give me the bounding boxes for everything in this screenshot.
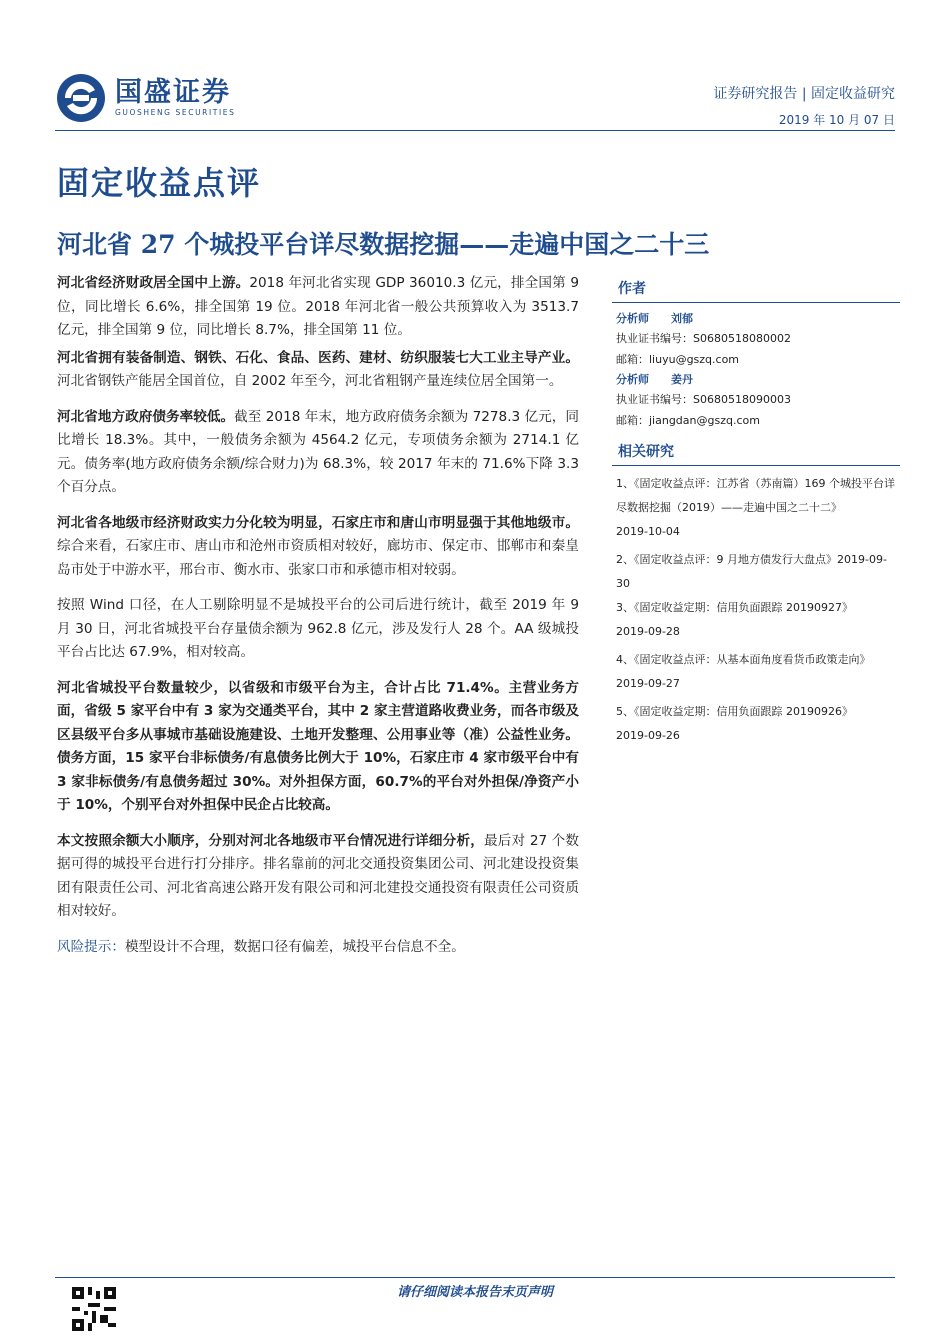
report-body [57,272,579,971]
author-heading: 作者 [612,276,900,303]
related-research-heading: 相关研究 [612,439,900,466]
analyst-name: 分析师 刘郁 [616,312,693,325]
analyst-cert: 执业证书编号：S0680518080002 [616,332,791,345]
body-paragraph: 河北省各地级市经济财政实力分化较为明显，石家庄市和唐山市明显强于其他地级市。综合来看，石家庄市、唐山市和沧州市资质相对较好，廊坊市、保定市、邯郸市和秦皇岛市处于中游水平，邢台市、衡水市、张家口市和承德市相对较弱。 [57,514,579,578]
body-paragraph: 河北省城投平台数量较少，以省级和市级平台为主，合计占比 71.4%。主营业务方面，省级 5 家平台中有 3 家为交通类平台，其中 2 家主营道路收费业务，而各市级及区县级平台多从事城市基础设施建设、土地开发整理、公用事业等（准）公益性业务。债务方面，15 家平台非标债务/有息债务比例大于 10%，石家庄市 4 家市级平台中有 3 家非标债务/有息债务超过 30%。对外担保方面，60.7%的平台对外担保/净资产小于 10%，个别平台对外担保中民企占比较高。 [57,679,579,813]
footer-divider [55,1277,895,1278]
body-paragraph: 河北省经济财政居全国中上游。2018 年河北省实现 GDP 36010.3 亿元，排全国第 9 位，同比增长 6.6%，排全国第 19 位。2018 年河北省一般公共预算收入为 3513.7 亿元，排全国第 9 位，同比增长 8.7%，排全国第 11 位。 [57,275,579,338]
brand-name-cn: 国盛证券 [115,77,231,108]
document-type: 固定收益点评 [57,164,262,202]
analyst-block [612,309,900,370]
body-paragraph: 本文按照余额大小顺序，分别对河北各地级市平台情况进行详细分析，最后对 27 个数据可得的城投平台进行打分排序。排名靠前的河北交通投资集团公司、河北建设投资集团有限责任公司、河北省高速公路开发有限公司和河北建投交通投资有限责任公司资质相对较好。 [57,832,579,919]
analyst-name: 分析师 姜丹 [616,373,693,386]
header-divider [55,130,895,131]
risk-warning [57,936,579,960]
related-research-item[interactable]: 4、《固定收益点评：从基本面角度看货币政策走向》 [616,653,871,666]
related-research-item[interactable]: 2、《固定收益点评：9 月地方债发行大盘点》2019-09-30 [616,553,887,590]
analyst-cert: 执业证书编号：S0680518090003 [616,393,791,406]
body-paragraph: 河北省拥有装备制造、钢铁、石化、食品、医药、建材、纺织服装七大工业主导产业。河北省钢铁产能居全国首位，自 2002 年至今，河北省粗钢产量连续位居全国第一。 [57,349,579,389]
sidebar [612,276,900,752]
related-research-item[interactable]: 3、《固定收益定期：信用负面跟踪 20190927》 [616,601,853,614]
document-title: 河北省 27 个城投平台详尽数据挖掘——走遍中国之二十三 [57,230,710,259]
related-research-date: 2019-10-04 [616,525,680,538]
risk-label: 风险提示： [57,938,125,955]
report-category: 证券研究报告 | 固定收益研究 [713,86,895,102]
related-research-item[interactable]: 5、《固定收益定期：信用负面跟踪 20190926》 [616,705,853,718]
brand-name-en: GUOSHENG SECURITIES [115,108,236,117]
report-meta [713,84,895,130]
related-research-item[interactable]: 1、《固定收益点评：江苏省（苏南篇）169 个城投平台详尽数据挖掘（2019）——走遍中国之二十二》 [616,477,895,514]
footer-disclaimer: 请仔细阅读本报告末页声明 [396,1285,553,1300]
body-paragraph: 河北省地方政府债务率较低。截至 2018 年末，地方政府债务余额为 7278.3 亿元，同比增长 18.3%。其中，一般债务余额为 4564.2 亿元，专项债务余额为 2714.1 亿元。债务率(地方政府债务余额/综合财力)为 68.3%，较 2017 年末的 71.6%下降 3.3 个百分点。 [57,408,579,495]
guosheng-logo-icon [55,72,107,124]
analyst-email[interactable]: 邮箱：jiangdan@gszq.com [616,413,760,427]
analyst-block [612,370,900,431]
body-paragraph: 按照 Wind 口径，在人工剔除明显不是城投平台的公司后进行统计，截至 2019 年 9 月 30 日，河北省城投平台存量债余额为 962.8 亿元，涉及发行人 28 个。AA 级城投平台占比达 67.9%，相对较高。 [57,597,579,660]
report-date: 2019 年 10 月 07 日 [778,113,895,127]
related-research-date: 2019-09-27 [616,677,680,690]
brand-logo [55,72,236,124]
related-research-date: 2019-09-26 [616,729,680,742]
risk-text: 模型设计不合理，数据口径有偏差，城投平台信息不全。 [124,938,465,955]
analyst-email[interactable]: 邮箱：liuyu@gszq.com [616,352,740,366]
related-research-date: 2019-09-28 [616,625,680,638]
